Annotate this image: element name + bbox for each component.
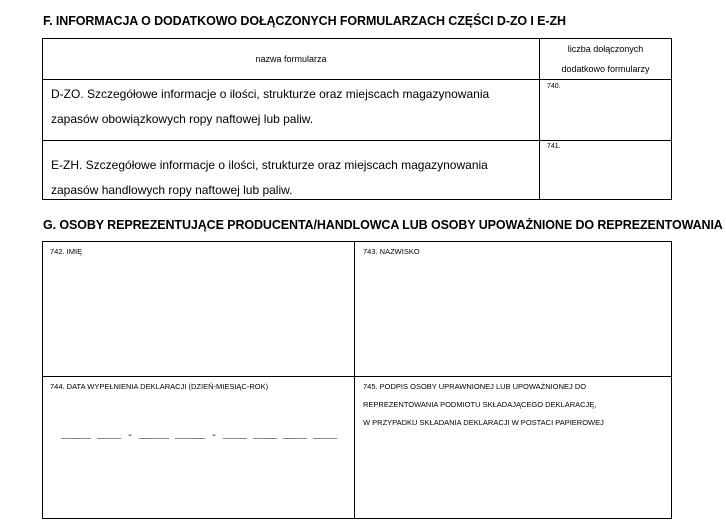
form-d-zo-line1: D-ZO. Szczegółowe informacje o ilości, strukturze oraz miejscach magazynowania — [51, 87, 490, 101]
first-name-label: 742. IMIĘ — [50, 247, 83, 256]
last-name-field[interactable] — [355, 242, 671, 376]
date-label: 744. DATA WYPEŁNIENIA DEKLARACJI (DZIEŃ-MIESIĄC-ROK) — [50, 382, 269, 391]
form-e-zh-line1: E-ZH. Szczegółowe informacje o ilości, strukturze oraz miejscach magazynowania — [51, 158, 488, 172]
form-count-header — [540, 39, 671, 79]
form-d-zo-line2: zapasów obowiązkowych ropy naftowej lub paliw. — [51, 112, 314, 126]
field-741-number: 741. — [547, 143, 561, 150]
date-input[interactable]: _____ ____ - _____ _____ - ____ ____ ____ ____ — [61, 431, 338, 442]
first-name-field[interactable] — [43, 242, 354, 376]
field-741-input[interactable] — [540, 141, 671, 199]
signature-label-line1: 745. PODPIS OSOBY UPRAWNIONEJ LUB UPOWAŻNIONEJ DO — [363, 382, 587, 391]
representatives-table — [42, 241, 672, 519]
signature-label-line3: W PRZYPADKU SKŁADANIA DEKLARACJI W POSTACI PAPIEROWEJ — [363, 418, 604, 427]
attached-forms-table — [42, 38, 672, 200]
row-divider — [43, 376, 671, 377]
section-g-title: G. OSOBY REPREZENTUJĄCE PRODUCENTA/HANDLOWCA LUB OSOBY UPOWAŻNIONE DO REPREZENTOWANIA — [43, 218, 723, 232]
signature-label — [363, 378, 604, 432]
form-d-zo-description — [51, 82, 531, 132]
signature-field[interactable] — [355, 432, 671, 518]
field-740-input[interactable] — [540, 80, 671, 140]
form-name-header: nazwa formularza — [255, 54, 327, 64]
section-f-title: F. INFORMACJA O DODATKOWO DOŁĄCZONYCH FORMULARZACH CZĘŚCI D-ZO I E-ZH — [43, 14, 566, 28]
form-e-zh-line2: zapasów handlowych ropy naftowej lub paliw. — [51, 183, 293, 197]
field-740-number: 740. — [547, 83, 561, 90]
form-count-header-line1: liczba dołączonych — [567, 44, 644, 54]
form-e-zh-description — [51, 153, 531, 203]
last-name-label: 743. NAZWISKO — [363, 247, 420, 256]
signature-label-line2: REPREZENTOWANIA PODMIOTU SKŁADAJĄCEGO DEKLARACJĘ, — [363, 400, 597, 409]
form-count-header-line2: dodatkowo formularzy — [561, 64, 650, 74]
